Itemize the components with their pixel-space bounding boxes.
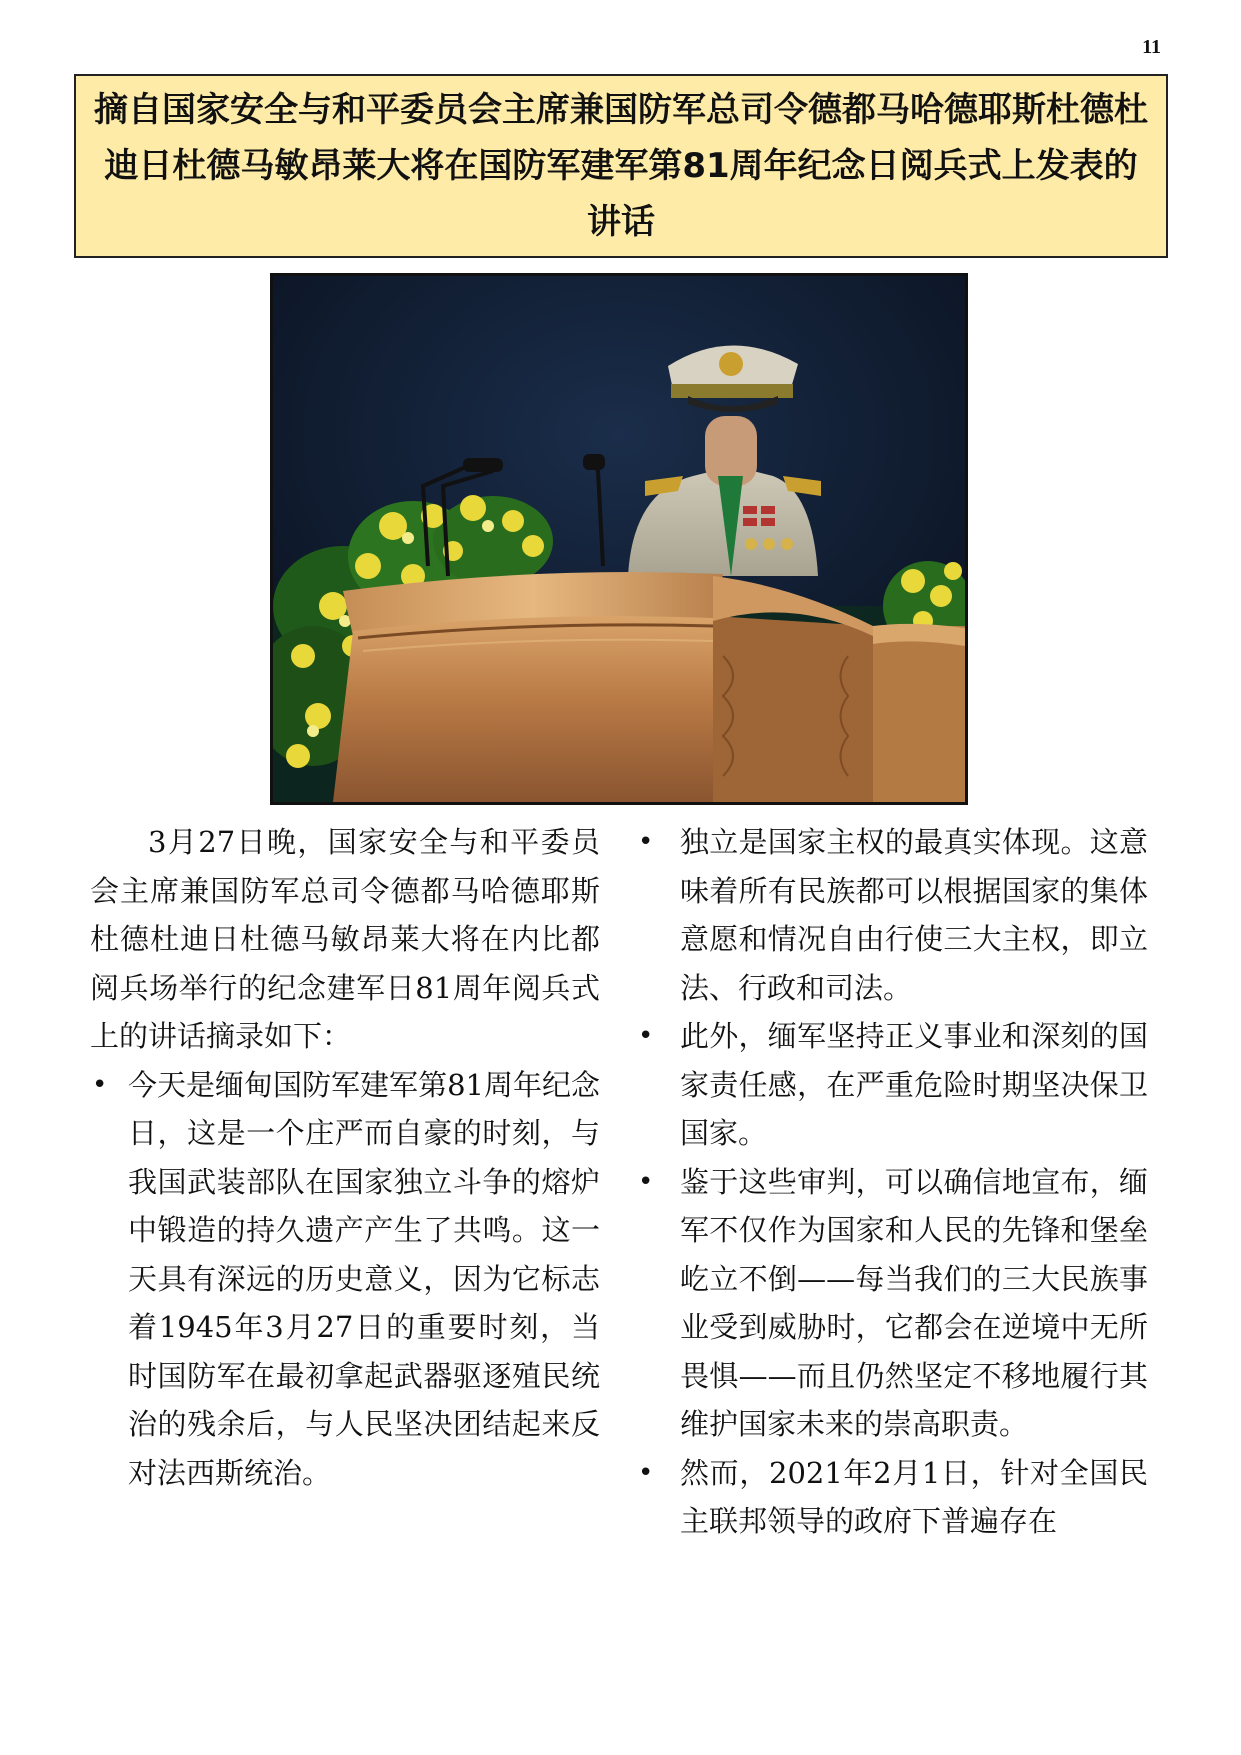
list-item (638, 1158, 1148, 1449)
left-bullet-list (90, 1061, 600, 1498)
page-title: 摘自国家安全与和平委员会主席兼国防军总司令德都马哈德耶斯杜德杜迪日杜德马敏昂莱大将在国防军建军第81周年纪念日阅兵式上发表的讲话 (94, 90, 1148, 242)
left-column (90, 818, 600, 1497)
list-item (638, 1012, 1148, 1158)
right-bullet-list (638, 818, 1148, 1546)
list-item-text: 然而，2021年2月1日，针对全国民主联邦领导的政府下普遍存在 (680, 1455, 1148, 1538)
title-banner (74, 74, 1168, 258)
list-item-text: 鉴于这些审判，可以确信地宣布，缅军不仅作为国家和人民的先锋和堡垒屹立不倒——每当我们的三大民族事业受到威胁时，它都会在逆境中无所畏惧——而且仍然坚定不移地履行其维护国家未来的崇高职责。 (680, 1164, 1148, 1441)
list-item-text: 今天是缅甸国防军建军第81周年纪念日，这是一个庄严而自豪的时刻，与我国武装部队在国家独立斗争的熔炉中锻造的持久遗产产生了共鸣。这一天具有深远的历史意义，因为它标志着1945年3月27日的重要时刻，当时国防军在最初拿起武器驱逐殖民统治的残余后，与人民坚决团结起来反对法西斯统治。 (128, 1067, 600, 1490)
intro-paragraph: 3月27日晚，国家安全与和平委员会主席兼国防军总司令德都马哈德耶斯杜德杜迪日杜德马敏昂莱大将在内比都阅兵场举行的纪念建军日81周年阅兵式上的讲话摘录如下： (90, 825, 600, 1053)
right-column (638, 818, 1148, 1546)
speech-photo (270, 273, 968, 805)
bullet-icon: • (638, 1457, 654, 1488)
list-item-text: 独立是国家主权的最真实体现。这意味着所有民族都可以根据国家的集体意愿和情况自由行使三大主权，即立法、行政和司法。 (680, 825, 1148, 1005)
list-item-text: 此外，缅军坚持正义事业和深刻的国家责任感，在严重危险时期坚决保卫国家。 (680, 1019, 1148, 1150)
list-item (90, 1061, 600, 1498)
list-item (638, 1449, 1148, 1546)
bullet-icon: • (638, 1166, 654, 1197)
bullet-icon: • (92, 1069, 108, 1100)
bullet-icon: • (638, 1021, 654, 1051)
photo-illustration (273, 276, 965, 802)
page-number: 11 (1142, 36, 1161, 58)
list-item (638, 818, 1148, 1012)
bullet-icon: • (638, 827, 654, 857)
